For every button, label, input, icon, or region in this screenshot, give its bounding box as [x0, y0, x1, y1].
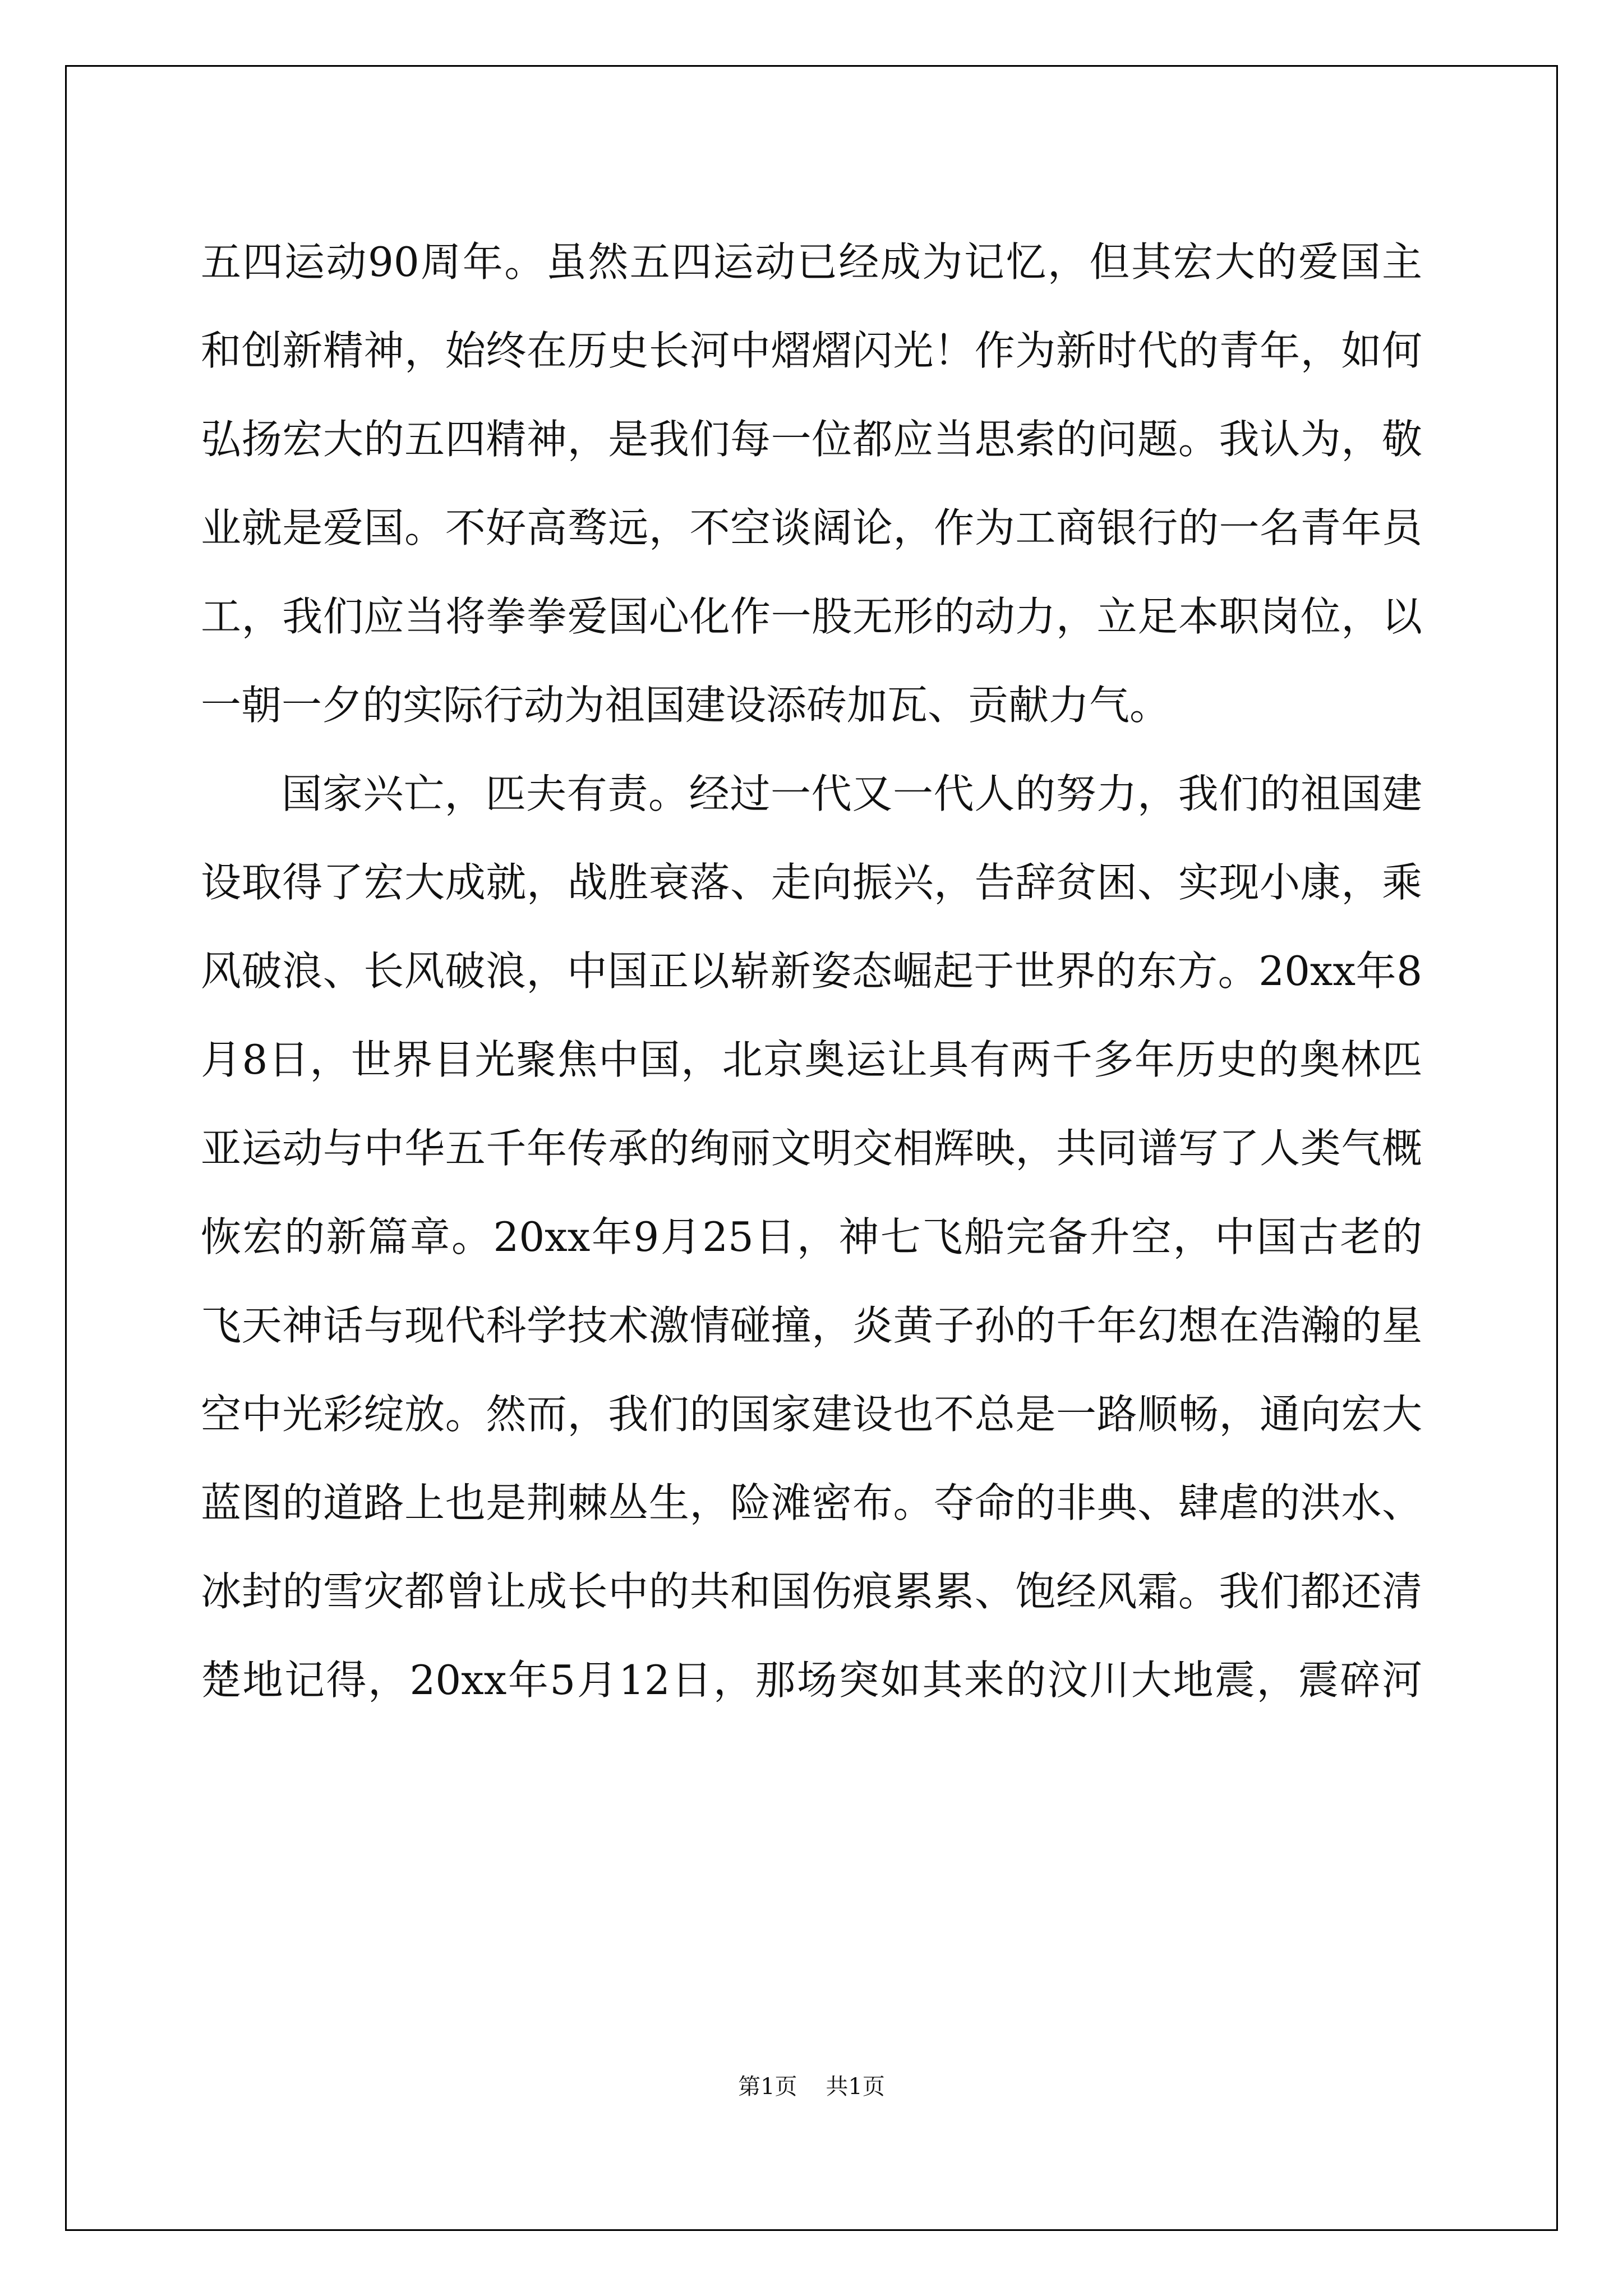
text-line: 一朝一夕的实际行动为祖国建设添砖加瓦、贡献力气。 [201, 682, 1170, 729]
text-line: 蓝图的道路上也是荆棘丛生，险滩密布。夺命的非典、肆虐的洪水、 [201, 1479, 1422, 1526]
text-line: 楚地记得，20xx年5月12日，那场突如其来的汶川大地震，震碎河 [201, 1657, 1422, 1704]
document-body [201, 218, 1422, 1724]
text-line: 国家兴亡，匹夫有责。经过一代又一代人的努力，我们的祖国建 [282, 770, 1422, 817]
page-number-footer: 第1页 共1页 [738, 2074, 885, 2100]
text-line: 和创新精神，始终在历史长河中熠熠闪光！作为新时代的青年，如何 [201, 327, 1422, 374]
text-line: 恢宏的新篇章。20xx年9月25日，神七飞船完备升空，中国古老的 [201, 1213, 1422, 1260]
text-line: 风破浪、长风破浪，中国正以崭新姿态崛起于世界的东方。20xx年8 [201, 947, 1422, 995]
text-line: 亚运动与中华五千年传承的绚丽文明交相辉映，共同谱写了人类气概 [201, 1125, 1422, 1172]
text-line: 空中光彩绽放。然而，我们的国家建设也不总是一路顺畅，通向宏大 [201, 1391, 1422, 1438]
text-line: 业就是爱国。不好高骛远，不空谈阔论，作为工商银行的一名青年员 [201, 504, 1422, 551]
text-line: 月8日，世界目光聚焦中国，北京奥运让具有两千多年历史的奥林匹 [201, 1036, 1422, 1083]
text-line: 五四运动90周年。虽然五四运动已经成为记忆，但其宏大的爱国主 [201, 238, 1422, 286]
text-line: 工，我们应当将拳拳爱国心化作一股无形的动力，立足本职岗位，以 [201, 593, 1422, 640]
text-line: 弘扬宏大的五四精神，是我们每一位都应当思索的问题。我认为，敬 [201, 416, 1422, 463]
text-line: 设取得了宏大成就，战胜衰落、走向振兴，告辞贫困、实现小康，乘 [201, 859, 1422, 906]
text-line: 飞天神话与现代科学技术激情碰撞，炎黄子孙的千年幻想在浩瀚的星 [201, 1302, 1422, 1349]
text-line: 冰封的雪灾都曾让成长中的共和国伤痕累累、饱经风霜。我们都还清 [201, 1568, 1422, 1615]
